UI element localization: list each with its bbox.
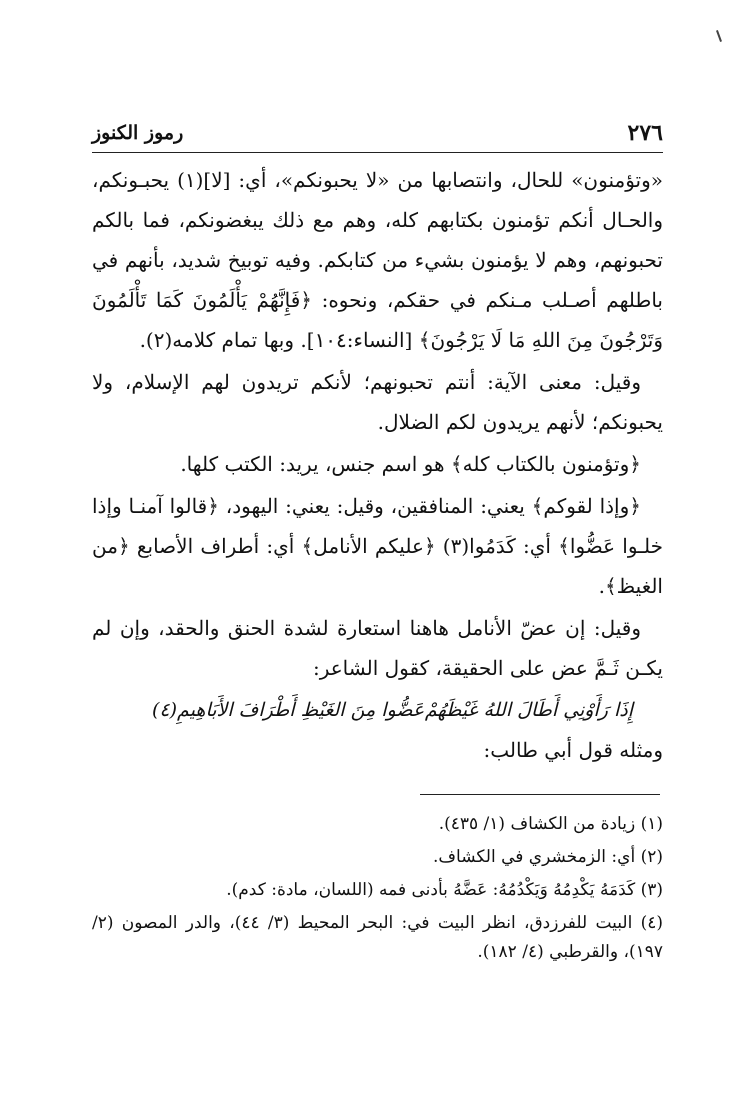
footnote-2: (٢) أي: الزمخشري في الكشاف. — [433, 847, 663, 867]
running-title: رموز الكنوز — [92, 122, 184, 144]
scan-mark — [716, 30, 722, 42]
paragraph-2: وقيل: معنى الآية: أنتم تحبونهم؛ لأنكم تريدون لهم الإسلام، ولا يحبونكم؛ لأنهم يريدون لكم الضلال. — [92, 370, 663, 434]
paragraph-5: وقيل: إن عضّ الأنامل هاهنا استعارة لشدة الحنق والحقد، وإن لم يكـن ثَـمَّ عض على الحقيقة، كقول الشاعر: — [92, 616, 663, 680]
closing-line: ومثله قول أبي طالب: — [483, 738, 663, 762]
page-number: ٢٧٦ — [627, 120, 663, 146]
footnote-4: (٤) البيت للفرزدق، انظر البيت في: البحر المحيط (٣/ ٤٤)، والدر المصون (٢/ ١٩٧)، والقرطبي (٤/ ١٨٢). — [92, 913, 663, 962]
paragraph-4: ﴿وإذا لقوكم﴾ يعني: المنافقين، وقيل: يعني: اليهود، ﴿قالوا آمنـا وإذا خلـوا عَضُّوا﴾ أي: كَدَمُوا(٣) ﴿عليكم الأنامل﴾ أي: أطراف الأصابع ﴿من الغيظ﴾. — [92, 494, 664, 598]
footnotes — [92, 810, 663, 971]
main-text — [92, 160, 663, 772]
footnote-separator — [420, 794, 660, 795]
paragraph-3: ﴿وتؤمنون بالكتاب كله﴾ هو اسم جنس، يريد: الكتب كلها. — [180, 452, 641, 476]
verse-second-hemistich: عَضُّوا مِنَ الغَيْظِ أَطْرَافَ الأَبَاهِيمِ(٤) — [152, 699, 425, 721]
footnote-1: (١) زيادة من الكشاف (١/ ٤٣٥). — [438, 814, 663, 834]
verse-first-hemistich: إِذَا رَأَوْنِي أَطَالَ اللهُ غَيْظَهُمْ — [424, 699, 633, 721]
footnote-3: (٣) كَدَمَهُ يَكْدِمُهُ وَيَكْدُمُهُ: عَضَّهُ بأدنى فمه (اللسان، مادة: كدم). — [226, 880, 663, 900]
page-header — [92, 112, 663, 153]
poetry-verse — [92, 690, 663, 730]
paragraph-1: «وتؤمنون» للحال، وانتصابها من «لا يحبونكم»، أي: [لا](١) يحبـونكم، والحـال أنكم تؤمنون بكتابهم كله، وهم مع ذلك يبغضونكم، فما بالكم تحبونهم، وهم لا يؤمنون بشيء من كتابكم. وفيه توبيخ شديد، بأنهم في باطلهم أصـلب مـنكم في حقكم، ونحوه: ﴿فَإِنَّهُمْ يَأْلَمُونَ كَمَا تَأْلَمُونَ وَتَرْجُونَ مِنَ اللهِ مَا لَا يَرْجُونَ﴾ [النساء:١٠٤]. وبها تمام كلامه(٢). — [92, 168, 663, 352]
